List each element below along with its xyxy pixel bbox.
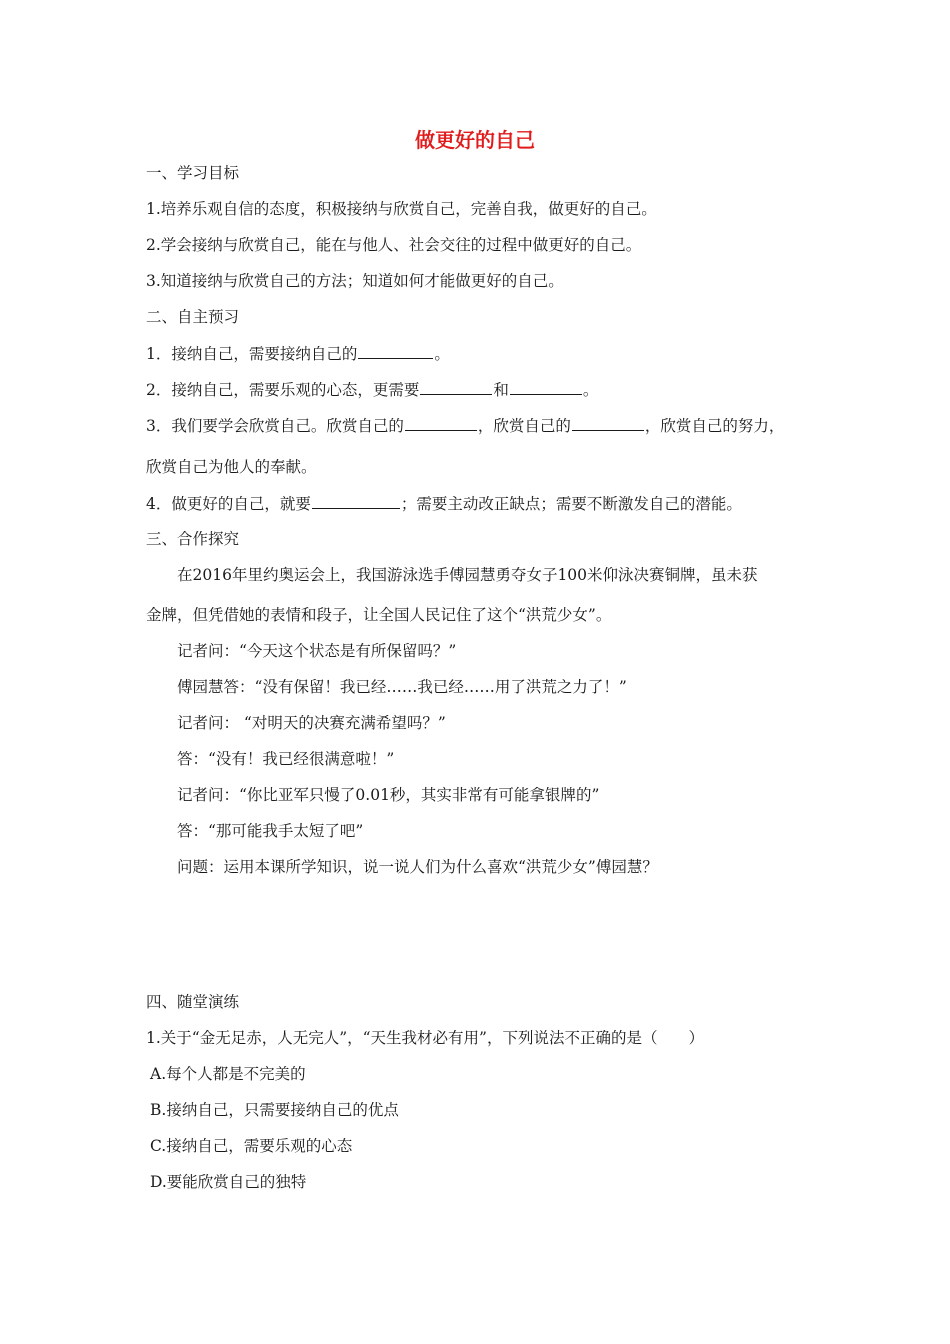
objective-item: 1.培养乐观自信的态度，积极接纳与欣赏自己，完善自我，做更好的自己。 [146, 200, 657, 218]
question-text: 2．接纳自己，需要乐观的心态，更需要 [146, 381, 420, 399]
preview-question-2 [146, 379, 598, 400]
answer-option-d: D.要能欣赏自己的独特 [150, 1173, 307, 1191]
page-title: 做更好的自己 [415, 128, 535, 152]
preview-question-3 [146, 415, 784, 436]
answer-option-c: C.接纳自己，需要乐观的心态 [150, 1137, 353, 1155]
fill-in-blank[interactable] [312, 493, 400, 509]
preview-question-4 [146, 493, 742, 514]
question-text: ；需要主动改正缺点；需要不断激发自己的潜能。 [400, 495, 742, 513]
question-text: ，欣赏自己的 [477, 417, 571, 435]
question-text: 。 [582, 381, 599, 399]
story-paragraph: 在2016年里约奥运会上，我国游泳选手傅园慧勇夺女子100米仰泳决赛铜牌，虽未获 [177, 566, 758, 584]
question-text: 和 [493, 381, 509, 399]
answer-option-a: A.每个人都是不完美的 [150, 1065, 306, 1083]
fill-in-blank[interactable] [405, 415, 477, 431]
fill-in-blank[interactable] [572, 415, 644, 431]
dialog-line: 记者问：“你比亚军只慢了0.01秒，其实非常有可能拿银牌的” [177, 786, 600, 804]
fill-in-blank[interactable] [420, 379, 492, 395]
section-heading-inquiry: 三、合作探究 [146, 530, 240, 548]
preview-question-1 [146, 343, 450, 364]
question-text: 1．接纳自己，需要接纳自己的 [146, 345, 358, 363]
fill-in-blank[interactable] [510, 379, 582, 395]
dialog-line: 傅园慧答：“没有保留！我已经……我已经……用了洪荒之力了！” [177, 678, 627, 696]
objective-item: 2.学会接纳与欣赏自己，能在与他人、社会交往的过程中做更好的自己。 [146, 236, 642, 254]
practice-question-1: 1.关于“金无足赤，人无完人”，“天生我材必有用”，下列说法不正确的是（ ） [146, 1029, 704, 1047]
section-heading-preview: 二、自主预习 [146, 308, 240, 326]
answer-option-b: B.接纳自己，只需要接纳自己的优点 [150, 1101, 399, 1119]
story-paragraph-continued: 金牌，但凭借她的表情和段子，让全国人民记住了这个“洪荒少女”。 [146, 606, 612, 624]
section-heading-practice: 四、随堂演练 [146, 993, 240, 1011]
question-text: 3．我们要学会欣赏自己。欣赏自己的 [146, 417, 404, 435]
question-text: 4．做更好的自己，就要 [146, 495, 311, 513]
objective-item: 3.知道接纳与欣赏自己的方法；知道如何才能做更好的自己。 [146, 272, 564, 290]
dialog-line: 答：“那可能我手太短了吧” [177, 822, 364, 840]
fill-in-blank[interactable] [358, 343, 433, 359]
dialog-line: 记者问： “对明天的决赛充满希望吗？” [177, 714, 446, 732]
question-text: ，欣赏自己的努力， [644, 417, 785, 435]
question-text: 。 [434, 345, 450, 363]
section-heading-objectives: 一、学习目标 [146, 164, 240, 182]
discussion-question: 问题：运用本课所学知识，说一说人们为什么喜欢“洪荒少女”傅园慧？ [177, 858, 658, 876]
dialog-line: 答：“没有！我已经很满意啦！” [177, 750, 395, 768]
dialog-line: 记者问：“今天这个状态是有所保留吗？” [177, 642, 457, 660]
question-continuation: 欣赏自己为他人的奉献。 [146, 458, 317, 476]
